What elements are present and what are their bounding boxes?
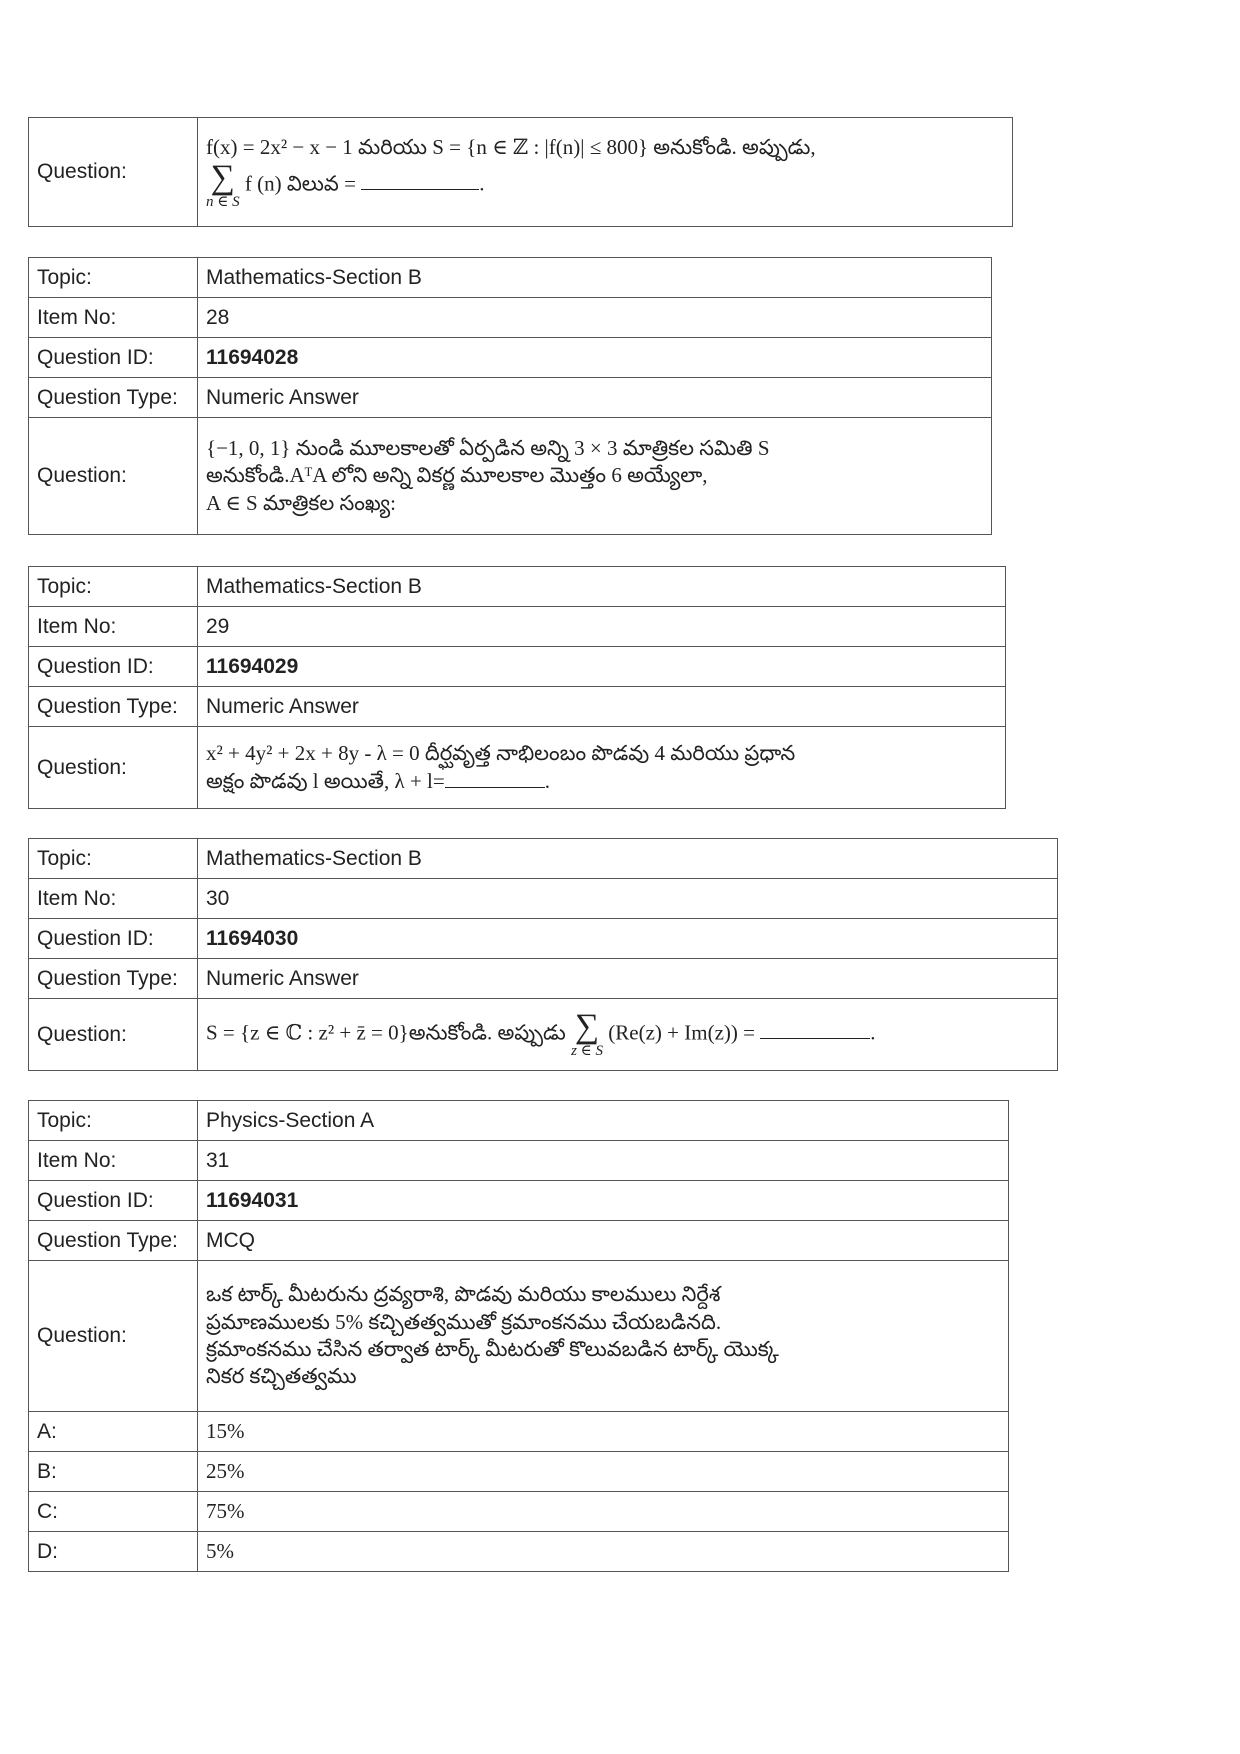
topic-value: Mathematics-Section B bbox=[198, 258, 992, 298]
option-label: C: bbox=[29, 1492, 198, 1532]
item-label: Item No: bbox=[29, 298, 198, 338]
question-id-row bbox=[29, 919, 1058, 959]
item-value: 29 bbox=[198, 607, 1006, 647]
option-row-c bbox=[29, 1492, 1009, 1532]
item-label: Item No: bbox=[29, 607, 198, 647]
option-value: 15% bbox=[198, 1412, 1009, 1452]
topic-value: Physics-Section A bbox=[198, 1101, 1009, 1141]
item-value: 30 bbox=[198, 879, 1058, 919]
summation-operator: ∑ n ∈ S bbox=[206, 159, 240, 211]
question-text bbox=[198, 727, 1006, 809]
question-label: Question: bbox=[29, 1261, 198, 1412]
question-id-label: Question ID: bbox=[29, 919, 198, 959]
topic-row bbox=[29, 567, 1006, 607]
question-label: Question: bbox=[29, 727, 198, 809]
question-row bbox=[29, 418, 992, 535]
question-line: x² + 4y² + 2x + 8y - λ = 0 దీర్ఘవృత్త నాభిలంబం పొడవు 4 మరియు ప్రధాన bbox=[206, 741, 796, 766]
question-line: A ∈ S మాత్రికల సంఖ్య: bbox=[206, 490, 396, 515]
option-label: B: bbox=[29, 1452, 198, 1492]
question-type-label: Question Type: bbox=[29, 959, 198, 999]
topic-label: Topic: bbox=[29, 1101, 198, 1141]
option-value: 5% bbox=[198, 1532, 1009, 1572]
question-type-value: MCQ bbox=[198, 1221, 1009, 1261]
item-row bbox=[29, 1141, 1009, 1181]
topic-label: Topic: bbox=[29, 839, 198, 879]
question-type-row bbox=[29, 687, 1006, 727]
item-row bbox=[29, 879, 1058, 919]
question-type-value: Numeric Answer bbox=[198, 378, 992, 418]
item-label: Item No: bbox=[29, 879, 198, 919]
question-line: ప్రమాణములకు 5% కచ్చితత్వముతో క్రమాంకనము చేయబడినది. bbox=[206, 1309, 722, 1334]
question-block-27 bbox=[28, 117, 1013, 227]
question-row bbox=[29, 727, 1006, 809]
question-text bbox=[198, 999, 1058, 1071]
question-line: అనుకోండి.AᵀA లోని అన్ని వికర్ణ మూలకాల మొత్తం 6 అయ్యేలా, bbox=[206, 463, 708, 488]
question-tail: . bbox=[544, 768, 550, 793]
question-row bbox=[29, 999, 1058, 1071]
question-id-value: 11694029 bbox=[198, 647, 1006, 687]
option-label: A: bbox=[29, 1412, 198, 1452]
question-row bbox=[29, 1261, 1009, 1412]
question-line-text: (Re(z) + Im(z)) = bbox=[608, 1020, 755, 1045]
option-row-b bbox=[29, 1452, 1009, 1492]
topic-label: Topic: bbox=[29, 567, 198, 607]
answer-blank bbox=[760, 1038, 870, 1039]
question-type-label: Question Type: bbox=[29, 687, 198, 727]
option-row-d bbox=[29, 1532, 1009, 1572]
item-value: 28 bbox=[198, 298, 992, 338]
question-label: Question: bbox=[29, 118, 198, 227]
question-type-row bbox=[29, 959, 1058, 999]
question-id-value: 11694031 bbox=[198, 1181, 1009, 1221]
question-line-text: f (n) విలువ = bbox=[244, 171, 356, 196]
question-id-value: 11694030 bbox=[198, 919, 1058, 959]
question-block-28 bbox=[28, 257, 992, 535]
question-id-row bbox=[29, 338, 992, 378]
question-block-30 bbox=[28, 838, 1058, 1071]
question-line bbox=[206, 1010, 1049, 1059]
sum-subscript: n ∈ S bbox=[206, 194, 240, 211]
question-type-value: Numeric Answer bbox=[198, 959, 1058, 999]
topic-row bbox=[29, 1101, 1009, 1141]
question-type-label: Question Type: bbox=[29, 1221, 198, 1261]
question-line: నికర కచ్చితత్వము bbox=[206, 1364, 357, 1389]
item-row bbox=[29, 298, 992, 338]
topic-label: Topic: bbox=[29, 258, 198, 298]
question-line: {−1, 0, 1} నుండి మూలకాలతో ఏర్పడిన అన్ని 3 × 3 మాత్రికల సమితి S bbox=[206, 436, 770, 461]
question-line bbox=[206, 768, 997, 795]
question-type-label: Question Type: bbox=[29, 378, 198, 418]
question-line bbox=[206, 161, 1004, 210]
question-tail: . bbox=[479, 171, 485, 196]
topic-value: Mathematics-Section B bbox=[198, 839, 1058, 879]
question-line: క్రమాంకనము చేసిన తర్వాత టార్క్ మీటరుతో కొలువబడిన టార్క్ యొక్క bbox=[206, 1337, 779, 1361]
question-tail: . bbox=[870, 1020, 876, 1045]
question-line-text: S = {z ∈ ℂ : z² + z̄ = 0}అనుకోండి. అప్పుడు bbox=[206, 1020, 566, 1045]
option-value: 25% bbox=[198, 1452, 1009, 1492]
question-id-label: Question ID: bbox=[29, 647, 198, 687]
summation-operator: ∑ z ∈ S bbox=[571, 1008, 604, 1059]
question-text bbox=[198, 118, 1013, 227]
question-id-row bbox=[29, 1181, 1009, 1221]
question-block-31 bbox=[28, 1100, 1009, 1572]
question-text bbox=[198, 1261, 1009, 1412]
question-id-value: 11694028 bbox=[198, 338, 992, 378]
question-type-row bbox=[29, 1221, 1009, 1261]
question-id-row bbox=[29, 647, 1006, 687]
question-block-29 bbox=[28, 566, 1006, 809]
option-row-a bbox=[29, 1412, 1009, 1452]
item-value: 31 bbox=[198, 1141, 1009, 1181]
question-line: ఒక టార్క్ మీటరును ద్రవ్యరాశి, పొడవు మరియు కాలములు నిర్దేశ bbox=[206, 1282, 721, 1307]
question-text bbox=[198, 418, 992, 535]
question-type-value: Numeric Answer bbox=[198, 687, 1006, 727]
question-id-label: Question ID: bbox=[29, 338, 198, 378]
question-line-text: అక్షం పొడవు l అయితే, λ + l= bbox=[206, 768, 445, 793]
item-row bbox=[29, 607, 1006, 647]
answer-blank bbox=[445, 787, 545, 788]
topic-row bbox=[29, 258, 992, 298]
topic-row bbox=[29, 839, 1058, 879]
question-type-row bbox=[29, 378, 992, 418]
question-id-label: Question ID: bbox=[29, 1181, 198, 1221]
question-row bbox=[29, 118, 1013, 227]
question-line: f(x) = 2x² − x − 1 మరియు S = {n ∈ ℤ : |f(n)| ≤ 800} అనుకోండి. అప్పుడు, bbox=[206, 134, 816, 159]
question-label: Question: bbox=[29, 418, 198, 535]
answer-blank bbox=[361, 189, 479, 190]
item-label: Item No: bbox=[29, 1141, 198, 1181]
question-label: Question: bbox=[29, 999, 198, 1071]
topic-value: Mathematics-Section B bbox=[198, 567, 1006, 607]
option-value: 75% bbox=[198, 1492, 1009, 1532]
sum-subscript: z ∈ S bbox=[571, 1043, 604, 1059]
option-label: D: bbox=[29, 1532, 198, 1572]
